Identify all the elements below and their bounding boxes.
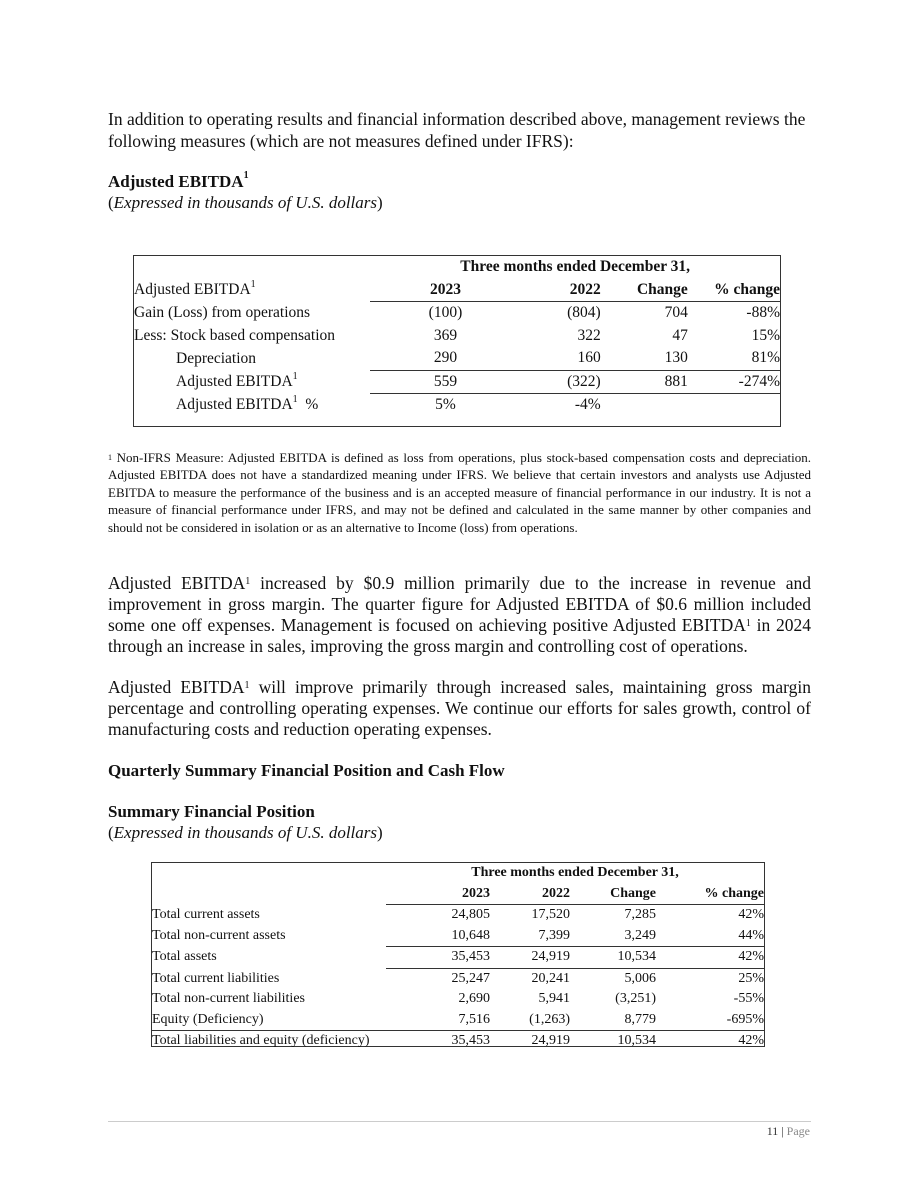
col-change: Change [610,885,656,901]
summary-financial-position-heading: Summary Financial Position [108,802,315,821]
col-2022: 2022 [521,279,601,302]
table-row: Gain (Loss) from operations (100) (804) 704 -88% [134,304,780,322]
table-row: Total non-current liabilities 2,690 5,941 (3,251) -55% [152,991,764,1007]
table-row: Less: Stock based compensation 369 322 47 15% [134,326,780,344]
table-row: Total current assets 24,805 17,520 7,285 42% [152,905,764,926]
period-header: Three months ended December 31, [460,258,691,276]
ebitda-paragraph-2: Adjusted EBITDA$^1$ will improve primarily through increased sales, maintaining gross margin percentage and controlling operating expenses. We continue our efforts for sales growth, control of manufacturing costs and reduction operating expenses. [108,677,811,739]
page-footer: 11 | Page [766,1124,810,1138]
footnote-marker: 1 [243,170,249,181]
footnote: $^1$ Non-IFRS Measure: Adjusted EBITDA is defined as loss from operations, plus stock-based compensation costs and depreciation. Adjusted EBITDA does not have a standardized meaning under IFRS. We believe that certain investors and analysts use Adjusted EBITDA to measure the performance of the business and is an accepted measure of financial performance in our industry. It is not a measure of financial performance under IFRS, and may not be defined and calculated in the same manner by other companies and should not be considered in isolation or as an alternative to Income (loss) from operations. [108,450,812,535]
col-2023: 2023 [462,885,490,901]
financial-position-table [151,862,765,1047]
table-row-total: Adjusted EBITDA$^1$ 559 (322) 881 -274% [134,370,780,394]
table-row: Total non-current assets 10,648 7,399 3,249 44% [152,927,764,943]
footer-divider [108,1121,811,1122]
adjusted-ebitda-table [133,255,781,427]
section-subtitle: (Expressed in thousands of U.S. dollars) [108,193,383,212]
col-change: Change [601,279,688,302]
table-row: Depreciation 290 160 130 81% [176,349,780,367]
table-row-total: Total liabilities and equity (deficiency) 35,453 24,919 10,534 42% [152,1031,764,1052]
page-label: Page [786,1124,810,1138]
adjusted-ebitda-heading [108,172,249,192]
table-row: Total assets 35,453 24,919 10,534 42% [152,947,764,969]
table-row-margin: Adjusted EBITDA$^1$ % 5% -4% [134,394,780,417]
period-header: Three months ended December 31, [471,865,679,881]
col-2023: 2023 [370,279,520,302]
section-subtitle: (Expressed in thousands of U.S. dollars) [108,823,383,842]
ebitda-paragraph-1: Adjusted EBITDA$^1$ increased by $0.9 million primarily due to the increase in revenue and improvement in gross margin. The quarter figure for Adjusted EBITDA of $0.6 million included some one off expenses. Management is focused on achieving positive Adjusted EBITDA$^1$ in 2024 through an increase in sales, improving the gross margin and controlling cost of operations. [108,573,811,656]
col-pct-change: % change [704,885,764,901]
col-2022: 2022 [542,885,570,901]
quarterly-summary-heading: Quarterly Summary Financial Position and Cash Flow [108,761,505,780]
col-pct-change: % change [688,279,780,302]
intro-paragraph: In addition to operating results and financial information described above, management reviews the following measures (which are not measures defined under IFRS): [108,109,806,151]
table-row: Equity (Deficiency) 7,516 (1,263) 8,779 -695% [152,1011,764,1027]
row-label-header: Adjusted EBITDA$^1$ [134,279,256,298]
page-number: 11 [766,1124,779,1138]
table-row: Total current liabilities 25,247 20,241 5,006 25% [152,968,764,989]
section-title: Adjusted EBITDA [108,172,244,191]
